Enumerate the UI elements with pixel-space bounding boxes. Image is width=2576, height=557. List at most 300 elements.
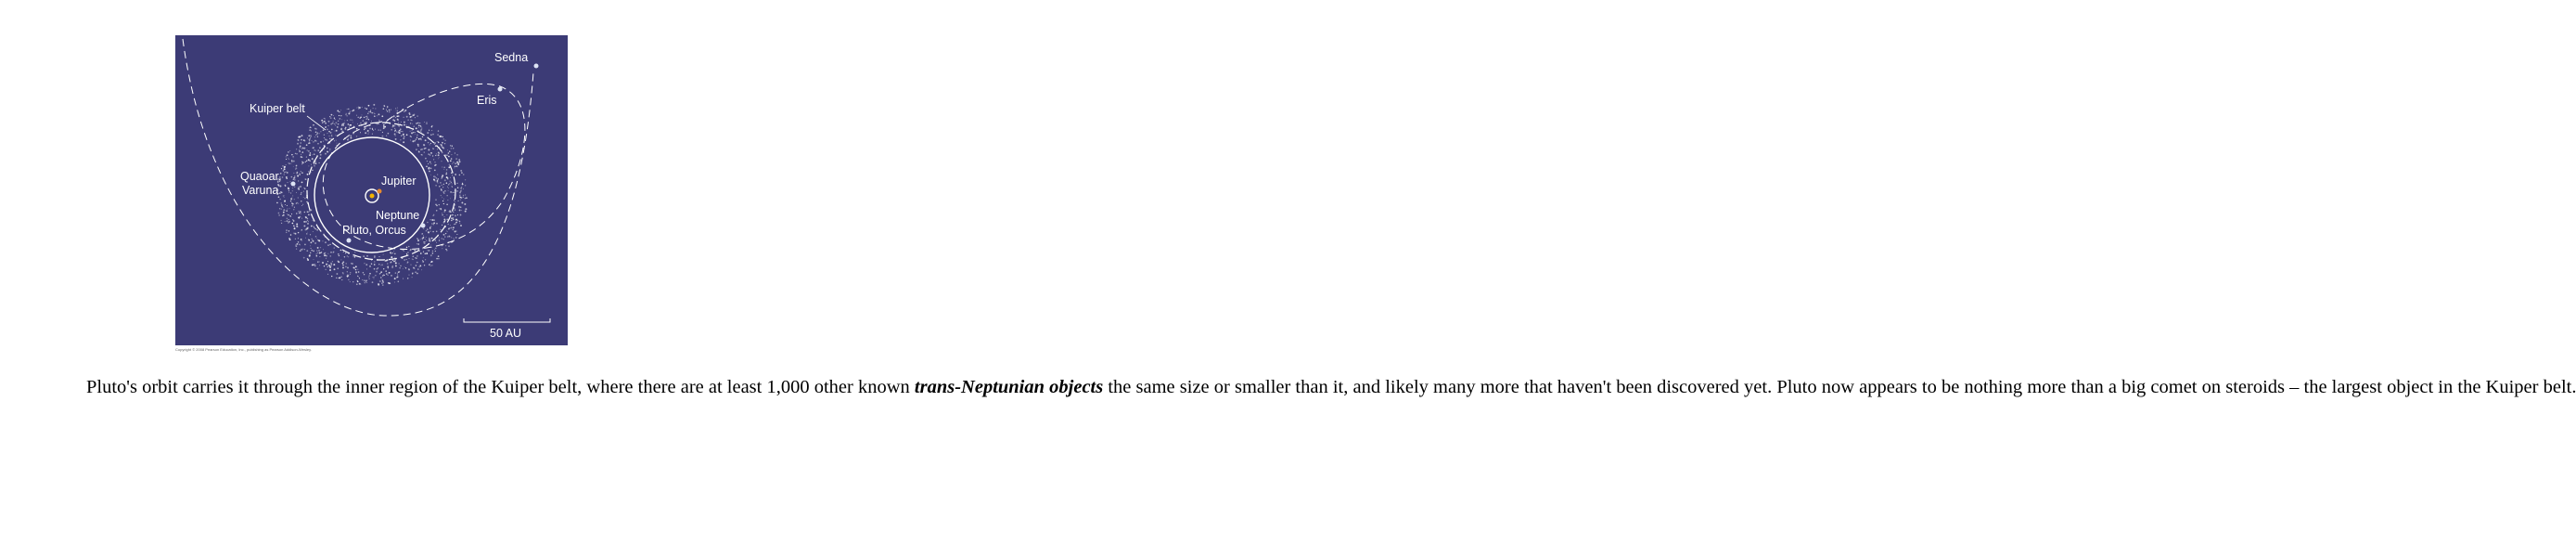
belt-speck [366,268,367,269]
belt-speck [441,188,442,189]
belt-speck [306,157,307,158]
belt-speck [395,117,396,118]
belt-speck [455,214,456,216]
belt-speck [459,223,460,224]
belt-speck [297,175,299,177]
belt-speck [294,199,295,200]
belt-speck [286,172,287,173]
belt-speck [384,126,386,128]
belt-speck [368,105,370,107]
belt-speck [448,184,449,185]
belt-speck [411,120,412,121]
belt-speck [314,242,316,244]
belt-speck [397,108,398,109]
belt-speck [443,138,444,139]
belt-speck [284,166,286,168]
belt-speck [314,264,315,265]
belt-speck [329,269,331,271]
belt-speck [280,191,282,193]
belt-speck [449,167,450,168]
belt-speck [424,122,425,123]
belt-speck [293,209,294,210]
belt-speck [394,278,396,279]
belt-speck [401,122,402,123]
belt-speck [368,134,369,135]
belt-speck [391,275,392,277]
belt-speck [287,220,288,222]
belt-speck [319,148,320,149]
belt-speck [303,197,304,198]
belt-speck [310,137,311,138]
belt-speck [280,186,282,188]
label-varuna: Varuna [242,184,279,197]
belt-speck [365,264,367,266]
belt-speck [446,214,447,215]
belt-speck [314,265,316,266]
belt-speck [299,173,301,175]
belt-speck [299,213,300,214]
belt-speck [305,221,306,222]
belt-speck [374,113,375,114]
belt-speck [461,210,462,211]
belt-speck [284,168,286,170]
belt-speck [380,277,382,278]
belt-speck [292,219,293,220]
belt-speck [451,217,453,219]
belt-speck [368,132,369,133]
diagram-background [175,35,568,345]
belt-speck [426,122,427,123]
belt-speck [456,165,458,167]
belt-speck [360,123,362,124]
belt-speck [307,137,308,138]
belt-speck [365,118,367,120]
belt-speck [322,240,323,241]
belt-speck [319,265,320,266]
belt-speck [330,252,332,253]
belt-speck [337,267,338,268]
belt-speck [374,115,376,117]
belt-speck [369,266,371,267]
belt-speck [394,282,395,283]
belt-speck [366,122,368,123]
belt-speck [345,129,346,130]
belt-speck [358,271,360,273]
belt-speck [283,209,285,211]
belt-speck [297,243,299,245]
belt-speck [318,250,320,252]
belt-speck [443,203,444,204]
belt-speck [285,204,286,205]
belt-speck [431,261,433,263]
belt-speck [465,198,466,199]
belt-speck [293,225,295,227]
belt-speck [307,259,309,261]
belt-speck [340,118,341,120]
belt-speck [407,252,409,253]
belt-speck [331,135,333,136]
belt-speck [391,256,392,258]
belt-speck [291,176,293,178]
belt-speck [465,208,467,210]
belt-speck [423,228,424,229]
belt-speck [434,249,435,250]
belt-speck [395,108,396,109]
belt-speck [431,265,432,266]
belt-speck [417,239,418,240]
belt-speck [317,149,319,151]
belt-speck [413,132,414,133]
belt-speck [421,132,422,133]
belt-speck [358,117,359,118]
belt-speck [362,114,363,115]
belt-speck [306,144,308,146]
belt-speck [374,112,375,113]
belt-speck [329,138,330,139]
belt-speck [285,172,286,173]
belt-speck [320,141,322,143]
belt-speck [375,275,376,276]
belt-speck [439,157,440,158]
belt-speck [444,190,446,192]
belt-speck [323,129,325,131]
kuiper-belt-diagram [175,35,568,345]
belt-speck [443,218,445,220]
belt-speck [436,153,437,154]
belt-speck [447,231,448,232]
belt-speck [310,152,312,154]
belt-speck [392,119,394,121]
belt-speck [438,141,439,142]
belt-speck [287,205,288,206]
belt-speck [350,120,351,121]
belt-speck [294,187,295,188]
belt-speck [446,172,447,173]
belt-speck [381,115,383,117]
belt-speck [429,219,430,220]
belt-speck [365,281,366,282]
belt-speck [443,211,444,212]
belt-speck [434,164,436,166]
belt-speck [388,133,390,135]
belt-speck [304,198,305,199]
belt-speck [308,150,310,152]
belt-speck [378,256,379,257]
belt-speck [412,130,413,131]
belt-speck [338,253,339,254]
belt-speck [433,222,435,224]
belt-speck [453,192,454,193]
belt-speck [423,144,425,146]
belt-speck [420,125,422,127]
belt-speck [378,264,379,265]
belt-speck [418,266,420,267]
belt-speck [306,201,307,202]
belt-speck [397,119,399,121]
belt-speck [298,241,300,243]
belt-speck [283,170,285,172]
belt-speck [436,210,438,212]
belt-speck [448,156,449,157]
belt-speck [313,124,314,126]
belt-speck [435,155,436,156]
belt-speck [447,187,448,188]
belt-speck [303,257,305,259]
belt-speck [421,128,422,129]
belt-speck [322,262,324,264]
belt-speck [372,112,374,114]
belt-speck [437,180,439,182]
belt-speck [301,135,303,136]
belt-speck [347,275,349,277]
belt-speck [446,195,448,197]
belt-speck [369,111,371,113]
belt-speck [285,221,286,222]
belt-speck [333,264,335,266]
belt-speck [323,141,324,142]
belt-speck [435,142,436,143]
quaoar-varuna-dot [291,182,296,187]
belt-speck [324,134,325,135]
belt-speck [300,186,301,188]
belt-speck [386,273,388,275]
belt-speck [279,199,281,201]
belt-speck [424,265,425,266]
belt-speck [450,145,451,146]
belt-speck [409,250,410,251]
belt-speck [442,191,444,193]
belt-speck [331,129,333,131]
belt-speck [368,277,369,278]
belt-speck [311,250,313,252]
caption-part-1: Pluto's orbit carries it through the inner region of the Kuiper belt, where there are at least 1,000 other known [86,377,915,397]
belt-speck [295,169,296,170]
belt-speck [432,155,433,156]
belt-speck [381,136,383,137]
belt-speck [320,131,321,132]
belt-speck [461,201,463,203]
belt-speck [451,220,452,221]
belt-speck [338,123,340,125]
belt-speck [424,148,426,149]
belt-speck [414,114,415,115]
belt-speck [286,176,288,178]
belt-speck [319,133,320,134]
belt-speck [282,165,283,166]
belt-speck [342,265,344,266]
belt-speck [406,247,408,249]
belt-speck [457,187,459,188]
belt-speck [461,172,463,174]
belt-speck [456,190,457,191]
belt-speck [352,122,353,123]
belt-speck [329,266,331,268]
scale-bar-label: 50 AU [490,327,522,340]
belt-speck [298,203,299,204]
belt-speck [348,112,350,114]
belt-speck [301,162,302,163]
belt-speck [414,250,416,252]
belt-speck [303,140,304,141]
belt-speck [347,255,348,256]
belt-speck [339,255,340,257]
belt-speck [426,165,428,167]
belt-speck [428,149,429,150]
belt-speck [451,237,452,238]
belt-speck [457,164,459,166]
belt-speck [447,200,448,201]
belt-speck [400,139,401,140]
belt-speck [378,130,379,131]
belt-speck [417,145,419,147]
belt-speck [416,149,417,150]
belt-speck [353,267,355,269]
belt-speck [358,108,359,109]
belt-speck [442,187,443,188]
belt-speck [292,195,293,196]
belt-speck [315,253,317,255]
belt-speck [298,197,299,198]
belt-speck [395,265,397,266]
belt-speck [465,179,466,180]
belt-speck [355,266,357,267]
belt-speck [427,250,428,251]
belt-speck [327,253,328,254]
belt-speck [318,261,319,262]
belt-speck [406,124,407,125]
belt-speck [427,161,428,162]
belt-speck [352,263,353,265]
belt-speck [434,144,435,145]
belt-speck [395,272,397,274]
belt-speck [311,226,313,227]
caption-part-2: the same size or smaller than it, and likely many more that haven't been discovered yet. Pluto now appears to be nothing more than a big comet on steroids – the largest object in the Kuiper belt. [1103,377,2576,397]
belt-speck [350,135,352,136]
belt-speck [374,268,376,270]
belt-speck [416,127,417,129]
belt-speck [279,192,281,194]
belt-speck [390,262,391,264]
belt-speck [412,277,413,278]
belt-speck [364,263,365,264]
label-neptune: Neptune [376,209,420,222]
belt-speck [412,255,414,257]
belt-speck [346,113,347,114]
belt-speck [289,215,291,217]
belt-speck [298,238,299,239]
belt-speck [329,116,330,117]
belt-speck [299,244,300,245]
belt-speck [364,279,365,281]
belt-speck [439,204,440,205]
belt-speck [301,156,302,158]
belt-speck [428,163,429,164]
belt-speck [298,180,299,181]
belt-speck [431,125,432,126]
belt-speck [336,273,338,275]
belt-speck [435,185,437,187]
belt-speck [412,272,413,273]
belt-speck [438,255,440,257]
belt-speck [290,192,291,193]
belt-speck [314,140,316,142]
belt-speck [377,115,378,116]
belt-speck [445,154,446,155]
belt-speck [347,275,348,276]
belt-speck [446,203,448,205]
belt-speck [342,266,344,268]
belt-speck [408,268,410,270]
belt-speck [365,108,367,110]
belt-speck [315,132,317,134]
belt-speck [388,267,389,268]
belt-speck [455,158,457,160]
belt-speck [453,212,455,214]
belt-speck [313,264,314,265]
belt-speck [439,186,441,188]
belt-speck [431,130,432,131]
belt-speck [367,113,368,114]
belt-speck [324,253,326,254]
belt-speck [342,263,344,265]
belt-speck [383,127,385,129]
belt-speck [455,174,456,175]
belt-speck [301,239,302,240]
belt-speck [317,136,318,137]
belt-speck [311,248,312,249]
belt-speck [293,157,294,158]
belt-speck [391,129,392,131]
belt-speck [366,117,368,119]
belt-speck [359,283,361,285]
belt-speck [466,197,468,199]
belt-speck [334,248,335,249]
belt-speck [299,150,301,152]
belt-speck [305,216,307,218]
belt-speck [350,110,351,111]
belt-speck [417,115,418,117]
belt-speck [450,225,451,226]
belt-speck [400,128,402,130]
belt-speck [326,258,327,259]
belt-speck [397,277,398,278]
belt-speck [459,196,460,197]
belt-speck [282,207,283,208]
belt-speck [327,151,328,153]
belt-speck [341,131,343,133]
belt-speck [302,249,303,250]
belt-speck [406,116,408,118]
belt-speck [418,151,420,153]
belt-speck [455,230,456,231]
belt-speck [327,274,328,275]
belt-speck [387,275,389,277]
belt-speck [415,132,416,133]
belt-speck [314,228,315,229]
belt-speck [305,238,306,239]
belt-speck [331,136,332,137]
belt-speck [317,262,318,263]
belt-speck [307,174,309,175]
belt-speck [336,140,337,141]
belt-speck [442,136,443,137]
belt-speck [311,241,313,243]
belt-speck [316,268,318,270]
belt-speck [288,221,290,223]
belt-speck [284,195,285,196]
belt-speck [340,115,341,116]
belt-speck [420,149,421,150]
